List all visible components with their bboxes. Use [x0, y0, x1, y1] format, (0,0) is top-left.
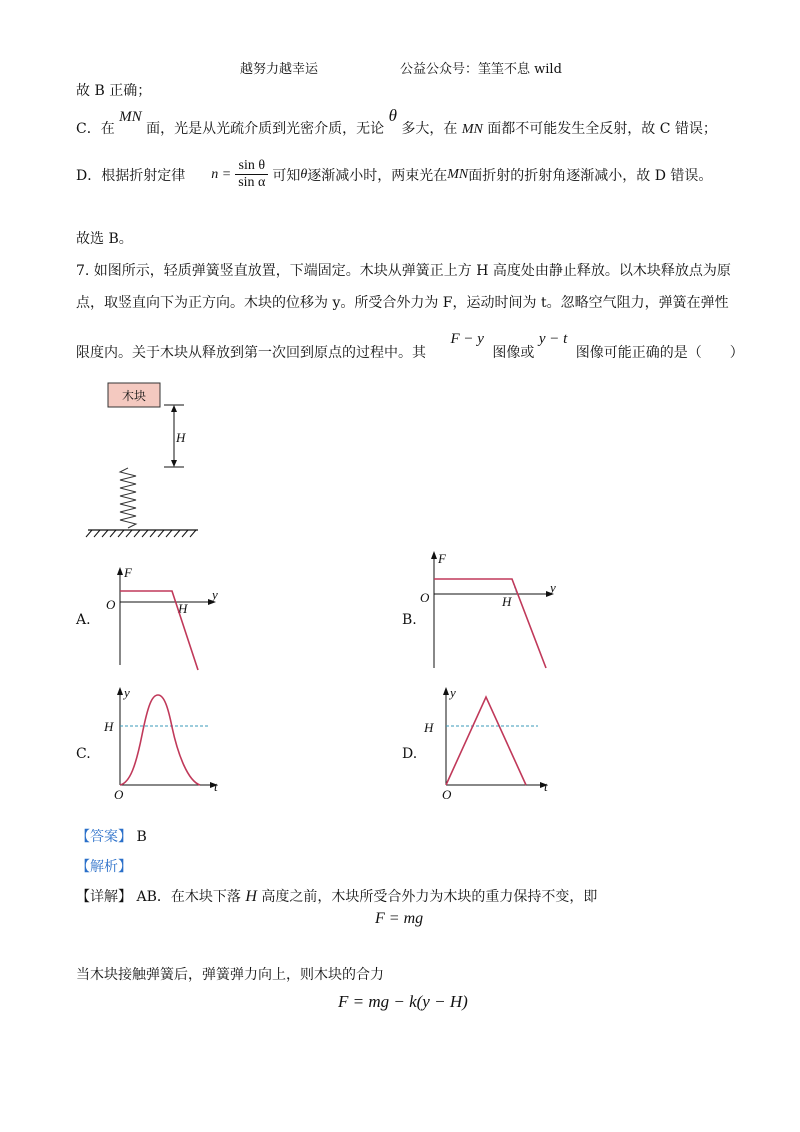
- header-right: 公益公众号：筀筀不息 wild: [400, 62, 562, 77]
- analysis-tag: 【解析】: [76, 859, 132, 875]
- answer-value: B: [136, 829, 147, 845]
- q7-yt: y − t: [538, 331, 568, 347]
- detail-l1-end: 高度之前，木块所受合外力为木块的重力保持不变，即: [261, 889, 598, 905]
- d-mn: MN: [447, 166, 469, 182]
- q7-l3b: 图像或: [492, 345, 535, 361]
- d-n: n =: [211, 166, 232, 182]
- option-a-letter: A.: [76, 612, 91, 628]
- c-pre: C．在: [76, 121, 115, 137]
- graph-c-origin: O: [114, 787, 124, 802]
- equation-2: F = mg − k(y − H): [338, 992, 468, 1011]
- graph-c-xlabel: t: [214, 779, 218, 794]
- detail-l1-h: H: [245, 888, 257, 905]
- graph-a-ylabel: F: [124, 565, 132, 580]
- graph-a: [100, 565, 230, 675]
- text-option-d: [76, 158, 712, 191]
- option-d-letter: D.: [402, 746, 418, 762]
- height-label: H: [176, 430, 186, 445]
- graph-d-curve: [446, 697, 526, 785]
- graph-a-h: H: [178, 601, 188, 616]
- q7-l3c: 图像可能正确的是（ ）: [575, 345, 744, 361]
- graph-d-ylabel: y: [450, 685, 456, 700]
- c-theta: θ: [388, 106, 397, 125]
- c-post: 多大，在: [401, 121, 458, 137]
- d-mid2: 逐渐减小时，两束光在: [307, 167, 448, 184]
- c-mn2: MN: [461, 122, 483, 137]
- answer-tag: 【答案】: [76, 829, 132, 845]
- graph-b: [420, 550, 560, 670]
- q7-l3a: 限度内。关于木块从释放到第一次回到原点的过程中。其: [76, 345, 426, 361]
- spring-figure: [84, 380, 234, 540]
- header-left: 越努力越幸运: [240, 62, 319, 77]
- q7-line2: 点，取竖直向下为正方向。木块的位移为 y。所受合外力为 F，运动时间为 t。忽略空气阻力，弹簧在弹性: [76, 295, 729, 311]
- detail-line2: 当木块接触弹簧后，弹簧弹力向上，则木块的合力: [76, 967, 384, 983]
- graph-b-xlabel: y: [550, 580, 556, 595]
- text-option-c: [76, 106, 717, 138]
- d-den: sin α: [238, 175, 266, 190]
- detail-l1: AB．在木块下落: [136, 889, 241, 905]
- d-num: sin θ: [235, 158, 268, 175]
- graph-b-origin: O: [420, 590, 430, 605]
- graph-b-curve: [434, 579, 546, 668]
- d-fraction: [235, 158, 268, 191]
- c-mn: MN: [119, 109, 142, 125]
- spring: [120, 468, 136, 528]
- option-b-letter: B.: [402, 612, 417, 628]
- d-pre: D．根据折射定律: [76, 167, 186, 184]
- answer-line: [76, 826, 147, 846]
- graph-c-curve: [120, 695, 200, 785]
- text-b-correct: 故 B 正确；: [76, 83, 152, 99]
- q7-line1: 7. 如图所示，轻质弹簧竖直放置，下端固定。木块从弹簧正上方 H 高度处由静止释放。以木块释放点为原: [76, 263, 731, 279]
- d-end: 面折射的折射角逐渐减小，故 D 错误。: [468, 167, 713, 184]
- text-choose: 故选 B。: [76, 231, 133, 247]
- graph-a-origin: O: [106, 597, 116, 612]
- graph-c-ylabel: y: [124, 685, 130, 700]
- c-end: 面都不可能发生全反射，故 C 错误；: [487, 121, 717, 137]
- equation-1: F = mg: [375, 910, 424, 927]
- option-c-letter: C.: [76, 746, 91, 762]
- c-mid: 面，光是从光疏介质到光密介质，无论: [146, 121, 385, 137]
- detail-tag: 【详解】: [76, 889, 132, 905]
- wood-block-label: 木块: [121, 389, 147, 403]
- graph-d-h: H: [424, 720, 434, 735]
- graph-c: [100, 685, 230, 800]
- d-mid: 可知: [272, 167, 301, 184]
- graph-a-xlabel: y: [212, 587, 218, 602]
- d-theta: θ: [300, 166, 308, 182]
- graph-d: [420, 685, 560, 800]
- graph-b-h: H: [502, 594, 512, 609]
- detail-line1: [76, 886, 597, 906]
- graph-b-ylabel: F: [438, 551, 446, 566]
- graph-d-origin: O: [442, 787, 452, 802]
- q7-fy: F − y: [450, 331, 484, 347]
- q7-line3: [76, 331, 744, 362]
- graph-c-h: H: [104, 719, 114, 734]
- graph-d-xlabel: t: [544, 779, 548, 794]
